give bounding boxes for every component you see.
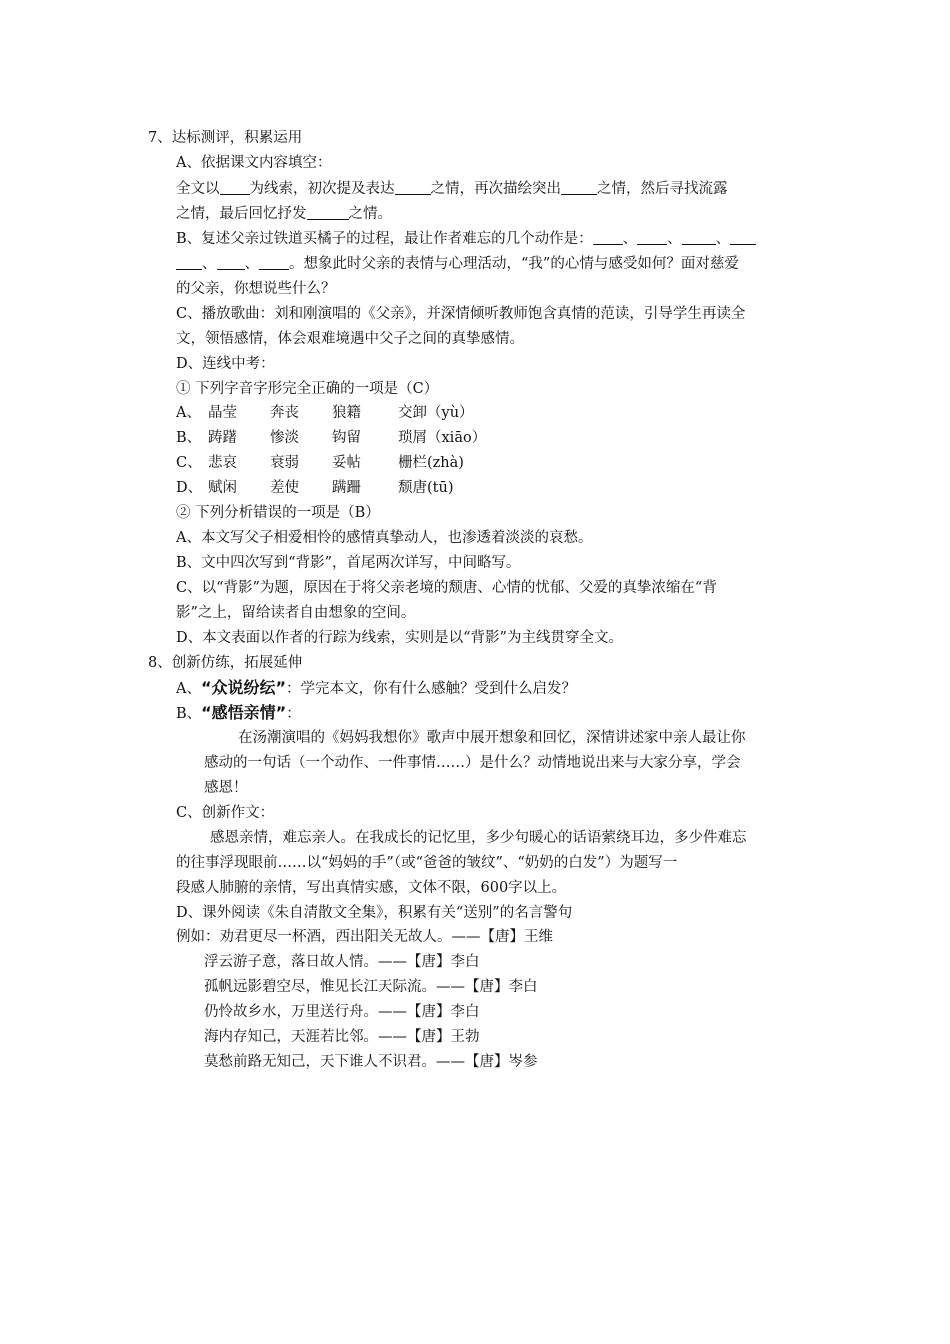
part-b-line-3: 的父亲，你想说些什么？ [176, 281, 336, 297]
part-b-line-2: 、 、 。想象此时父亲的表情与心理活动，“我”的心情与感受如何？面对慈爱 [176, 254, 739, 274]
question-2-option-c-line-2: 影”之上，留给读者自由想象的空间。 [176, 605, 416, 621]
fill-blank-line-2: 之情，最后回忆抒发 之情。 [176, 206, 392, 222]
section-7-heading: 7、达标测评，积累运用 [148, 130, 303, 146]
part-c-line-1: C、播放歌曲：刘和刚演唱的《父亲》，并深情倾听教师饱含真情的范读，引导学生再读全 [176, 306, 746, 322]
quote-line: 孤帆远影碧空尽，惟见长江天际流。——【唐】李白 [204, 979, 538, 995]
part-d-label: D、连线中考： [176, 356, 275, 372]
answer-blank[interactable] [217, 255, 245, 270]
quote-line: 海内存知己，天涯若比邻。——【唐】王勃 [204, 1029, 480, 1045]
part-d-reading-label: D、课外阅读《朱自清散文全集》，积累有关“送别”的名言警句 [176, 905, 573, 921]
section-8-heading: 8、创新仿练，拓展延伸 [148, 655, 303, 671]
answer-blank[interactable] [220, 180, 250, 195]
answer-blank[interactable] [307, 205, 349, 220]
essay-prompt-line-3: 段感人肺腑的亲情，写出真情实感，文体不限，600字以上。 [176, 880, 567, 896]
quote-line: 例如：劝君更尽一杯酒，西出阳关无故人。——【唐】王维 [176, 929, 553, 945]
part-b-prompt: B、“感悟亲情”： [176, 703, 301, 722]
part-c-line-2: 文，领悟感情，体会艰难境遇中父子之间的真挚感情。 [176, 331, 524, 347]
quote-line: 莫愁前路无知己，天下谁人不识君。——【唐】岑参 [204, 1054, 538, 1070]
essay-prompt-line-1: 感恩亲情，难忘亲人。在我成长的记忆里，多少句暖心的话语萦绕耳边，多少件难忘 [210, 830, 747, 846]
quote-line: 仍怜故乡水，万里送行舟。——【唐】李白 [204, 1004, 480, 1020]
question-1: ① 下列字音字形完全正确的一项是（C） [176, 381, 439, 397]
question-2-option-b: B、文中四次写到“背影”，首尾两次详写，中间略写。 [176, 555, 521, 571]
question-1-option-d: D、 赋闲 差使 蹒跚 颓唐(tū) [176, 480, 454, 496]
part-c-label: C、创新作文： [176, 805, 275, 821]
part-b-paragraph-line-2: 感动的一句话（一个动作、一件事情……）是什么？动情地说出来与大家分享，学会 [204, 755, 741, 771]
question-1-option-a: A、 晶莹 奔丧 狼籍 交卸（yù） [176, 405, 474, 421]
answer-blank[interactable] [395, 180, 431, 195]
fill-blank-line-1: 全文以 为线索，初次提及表达 之情，再次描绘突出 之情，然后寻找流露 [176, 181, 728, 197]
part-a-title: “众说纷纭” [200, 678, 287, 697]
answer-blank[interactable] [682, 230, 716, 245]
question-2-option-a: A、本文写父子相爱相怜的感情真挚动人，也渗透着淡淡的哀愁。 [176, 530, 593, 546]
quote-line: 浮云游子意，落日故人情。——【唐】李白 [204, 954, 480, 970]
part-b-line-1: B、复述父亲过铁道买橘子的过程，最让作者难忘的几个动作是： 、 、 、 [176, 229, 756, 249]
answer-blank[interactable] [176, 255, 202, 270]
part-a-prompt: A、“众说纷纭”：学完本文，你有什么感触？受到什么启发？ [176, 678, 577, 697]
part-a-label: A、依据课文内容填空： [176, 155, 332, 171]
essay-prompt-line-2: 的往事浮现眼前……以“妈妈的手”（或“爸爸的皱纹”、“奶奶的白发”）为题写一 [176, 855, 678, 871]
part-b-title: “感悟亲情” [201, 703, 287, 722]
question-2-option-c-line-1: C、以“背影”为题，原因在于将父亲老境的颓唐、心情的忧郁、父爱的真挚浓缩在“背 [176, 580, 717, 596]
answer-blank[interactable] [730, 230, 756, 245]
question-2: ② 下列分析错误的一项是（B） [176, 505, 380, 521]
answer-blank[interactable] [637, 230, 667, 245]
part-b-paragraph-line-1: 在汤潮演唱的《妈妈我想你》歌声中展开想象和回忆，深情讲述家中亲人最让你 [238, 730, 746, 746]
part-b-paragraph-line-3: 感恩！ [204, 780, 248, 796]
answer-blank[interactable] [259, 255, 289, 270]
answer-blank[interactable] [593, 230, 623, 245]
question-1-option-c: C、 悲哀 衰弱 妥帖 栅栏(zhà) [176, 455, 464, 471]
answer-blank[interactable] [561, 180, 597, 195]
question-2-option-d: D、本文表面以作者的行踪为线索，实则是以“背影”为主线贯穿全文。 [176, 630, 623, 646]
question-1-option-b: B、 踌躇 惨淡 钩留 琐屑（xiāo） [176, 430, 487, 446]
